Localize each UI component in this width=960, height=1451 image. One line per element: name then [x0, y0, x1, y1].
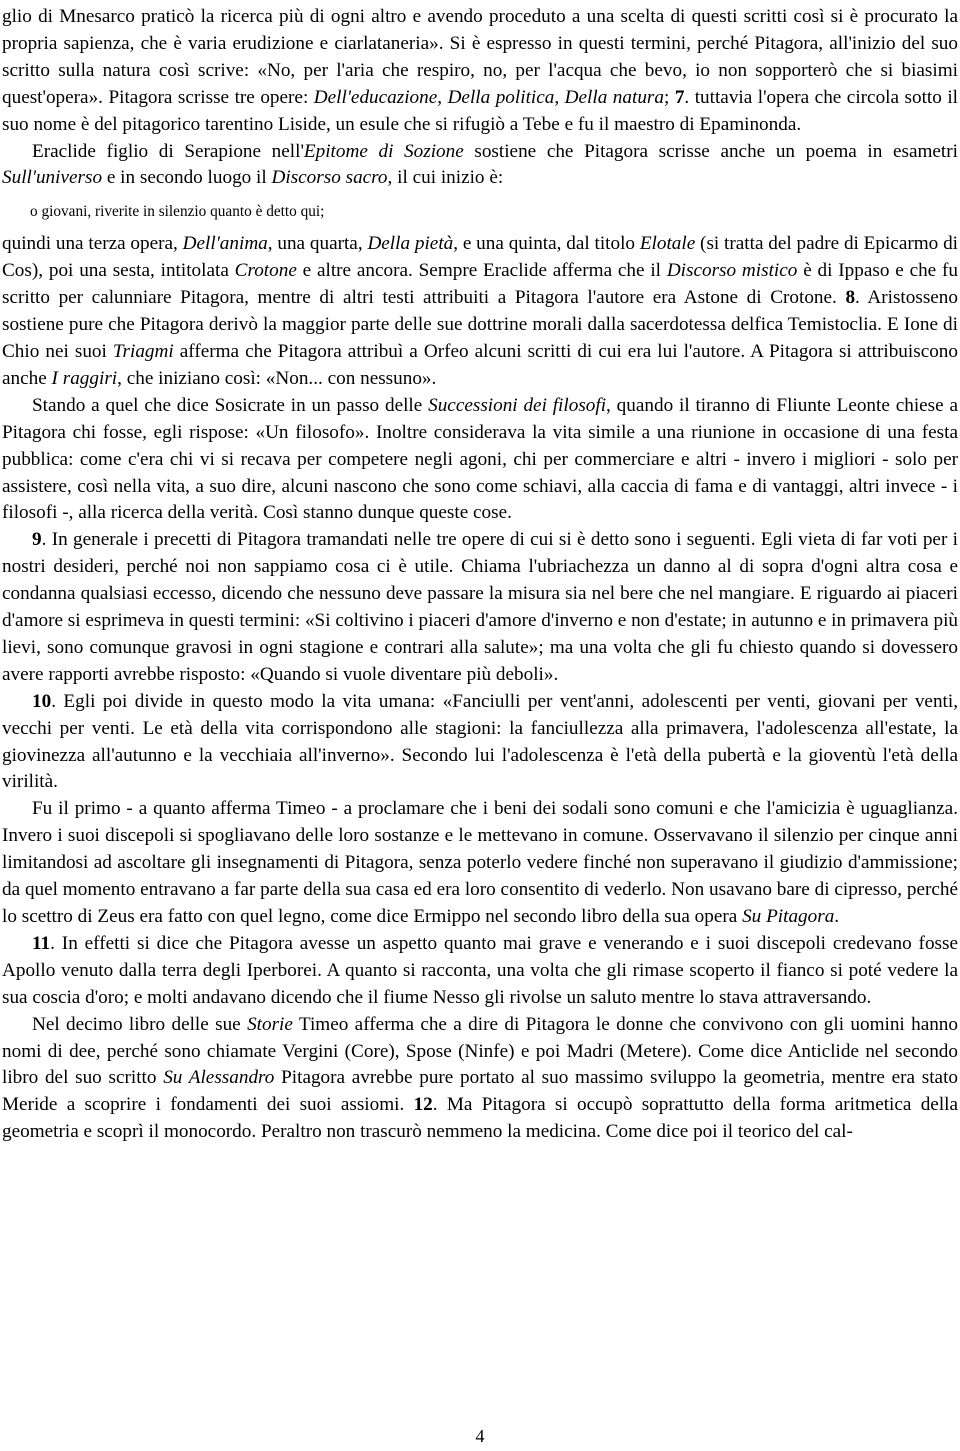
title-educazione: Dell'educazione [313, 86, 438, 108]
text-run: è di Ippaso e che fu scritto per calunniare Pitagora, mentre di altri testi attribuiti a Pitagora l'autore era Astone di Crotone. [2, 260, 958, 309]
title-successioni: Successioni dei filosofi [428, 394, 607, 416]
text-run: Pitagora avrebbe pure portato al suo massimo sviluppo la geometria, mentre era stato Meride a scoprire i fondamenti dei suoi assiomi. [2, 1067, 958, 1116]
title-natura: Della natura [564, 86, 664, 108]
text-run: Eraclide figlio di Serapione nell' [32, 140, 304, 162]
title-epitome: Epitome di Sozione [303, 140, 464, 162]
text-run: . Aristosseno sostiene pure che Pitagora derivò la maggior parte delle sue dottrine morali dalla sacerdotessa delfica Temistoclia. E Ione di Chio nei suoi [2, 287, 958, 362]
paragraph-7 [2, 796, 958, 931]
text-run: Stando a quel che dice Sosicrate in un passo delle [32, 394, 429, 416]
title-politica: Della politica [447, 86, 555, 108]
title-anima: Dell'anima [182, 233, 268, 255]
text-run: . Egli poi divide in questo modo la vita umana: «Fanciulli per vent'anni, adolescenti per venti, giovani per venti, vecchi per venti. Le età della vita corrispondono alle stagioni: la fanciullezza alla primavera, l'adolescenza all'estate, la giovinezza all'autunno e la vecchiaia all'inverno». Secondo lui l'adolescenza è l'età della pubertà e la gioventù l'età della virilità. [2, 690, 958, 793]
section-number: 12 [413, 1094, 433, 1116]
paragraph-8 [2, 931, 958, 1012]
text-run: . In generale i precetti di Pitagora tramandati nelle tre opere di cui si è detto sono i seguenti. Egli vieta di far voti per i nostri desideri, perché noi non sappiamo cosa ci è utile. Chiama l'ubriachezza un danno al di sopra d'ogni altra cosa e condanna qualsiasi eccesso, dicendo che nessuno deve passare la misura sia nel bere che nel mangiare. E riguardo ai piaceri d'amore si esprimeva in questi termini: «Si coltivino i piaceri d'amore d'inverno e non d'estate; in autunno e in primavera più lievi, sono comunque gravosi in ogni stagione e contrari alla salute»; ma una volta che gli fu chiesto quando si dovessero avere rapporti avrebbe risposto: «Quando si vuole diventare più deboli». [2, 529, 958, 685]
text-run: e altre ancora. Sempre Eraclide afferma che il [296, 260, 667, 282]
paragraph-4 [2, 393, 958, 528]
paragraph-2 [2, 139, 958, 193]
title-su-pitagora: Su Pitagora [742, 906, 835, 927]
paragraph-9 [2, 1012, 958, 1147]
page-number: 4 [475, 1426, 485, 1446]
title-storie: Storie [247, 1013, 293, 1035]
section-number: 9 [32, 529, 42, 551]
title-elotale: Elotale [639, 233, 696, 255]
section-number: 11 [32, 932, 51, 954]
paragraph-1 [2, 4, 958, 139]
text-run: . In effetti si dice che Pitagora avesse un aspetto quanto mai grave e venerando e i suoi discepoli credevano fosse Apollo venuto dalla terra degli Iperborei. A quanto si racconta, una volta che gli rimase scoperto il fianco si poté vedere la sua coscia d'oro; e molti andavano dicendo che il fiume Nesso gli rivolse un saluto mentre lo stava attraversando. [2, 932, 958, 1008]
text-run: . tuttavia l'opera che circola sotto il suo nome è del pitagorico tarentino Liside, un esule che si rifugiò a Tebe e fu il maestro di Epaminonda. [2, 86, 959, 135]
text-run: Nel decimo libro delle sue [32, 1013, 248, 1035]
title-crotone: Crotone [234, 260, 297, 282]
text-run: , e una quinta, dal titolo [453, 233, 640, 255]
title-su-alessandro: Su Alessandro [163, 1067, 275, 1089]
text-run: , quando il tiranno di Fliunte Leonte chiese a Pitagora chi fosse, egli rispose: «Un filosofo». Inoltre considerava la vita simile a una riunione in occasione di una festa pubblica: come c'era chi vi si recava per competere negli agoni, chi per commerciare e altri - invero i migliori - solo per assistere, così nella vita, a suo dire, alcuni nascono che sono come schiavi, alla caccia di fama e di vantaggi, altri invece - i filosofi -, alla ricerca della verità. Così stanno dunque queste cose. [2, 394, 958, 524]
text-run: . Ma Pitagora si occupò soprattutto della forma aritmetica della geometria e scoprì il monocordo. Peraltro non trascurò nemmeno la medicina. Come dice poi il teorico del cal- [2, 1094, 958, 1143]
title-triagmi: Triagmi [112, 340, 174, 362]
text-run: afferma che Pitagora attribuì a Orfeo alcuni scritti di cui era lui l'autore. A Pitagora si attribuiscono anche [2, 340, 958, 389]
paragraph-3 [2, 231, 958, 392]
text-run: Timeo afferma che a dire di Pitagora le donne che convivono con gli uomini hanno nomi di dee, perché sono chiamate Vergini (Core), Spose (Ninfe) e poi Madri (Metere). Come dice Anticlide nel secondo libro del suo scritto [2, 1013, 958, 1089]
paragraph-6 [2, 689, 958, 797]
verse-quote: o giovani, riverite in silenzio quanto è detto qui; [30, 203, 325, 221]
paragraph-5 [2, 527, 958, 688]
text-run: glio di Mnesarco praticò la ricerca più di ogni altro e avendo proceduto a una scelta di questi scritti così si è procurato la propria sapienza, che è varia erudizione e ciarlataneria». Si è espresso in questi termini, perché Pitagora, all'inizio del suo scritto sulla natura così scrive: «No, per l'aria che respiro, no, per l'acqua che bevo, io non sopporterò che si biasimi quest'opera». Pitagora scrisse tre opere: [2, 6, 958, 108]
title-discorso-sacro: Discorso sacro [271, 167, 388, 189]
text-run: sostiene che Pitagora scrisse anche un poema in esametri [463, 140, 958, 162]
separator: ; [663, 86, 675, 108]
text-run: . [834, 906, 840, 927]
separator: , [554, 86, 565, 108]
section-number: 8 [845, 287, 856, 309]
text-run: (si tratta del padre di Epicarmo di Cos), poi una sesta, intitolata [2, 233, 958, 282]
text-run: , una quarta, [267, 233, 368, 255]
text-run: quindi una terza opera, [2, 233, 183, 255]
title-pieta: Della pietà [367, 233, 454, 255]
title-universo: Sull'universo [2, 167, 103, 189]
section-number: 10 [32, 690, 52, 712]
separator: , [437, 86, 448, 108]
text-run: e in secondo luogo il [102, 167, 272, 189]
title-discorso-mistico: Discorso mistico [666, 260, 798, 282]
text-run: , il cui inizio è: [387, 167, 504, 189]
text-run: , che iniziano così: «Non... con nessuno». [117, 367, 437, 389]
text-run: Fu il primo - a quanto afferma Timeo - a proclamare che i beni dei sodali sono comuni e che l'amicizia è uguaglianza. Invero i suoi discepoli si spogliavano delle loro sostanze e le mettevano in comune. Osservavano il silenzio per cinque anni limitandosi ad ascoltare gli insegnamenti di Pitagora, senza poterlo vedere finché non superavano il giudizio d'ammissione; da quel momento entravano a far parte della sua casa ed era loro consentito di vederlo. Non usavano bare di cipresso, perché lo scettro di Zeus era fatto con quel legno, come dice Ermippo nel secondo libro della sua opera [2, 798, 958, 927]
section-number: 7 [674, 86, 685, 108]
title-raggiri: I raggiri [51, 367, 118, 389]
